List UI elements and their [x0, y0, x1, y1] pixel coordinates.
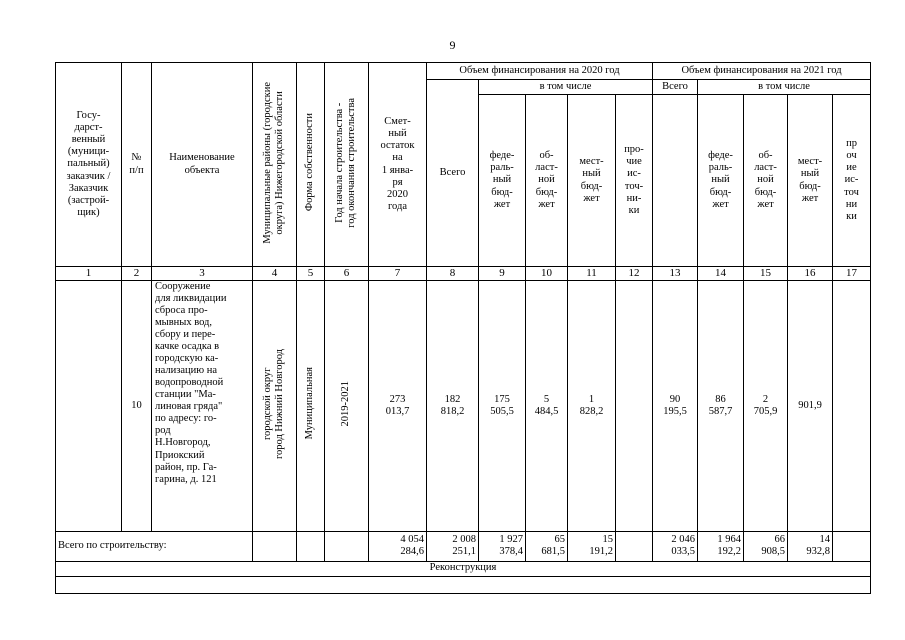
header-remaining: Смет- ный остаток на 1 янва- ря 2020 года	[369, 63, 427, 267]
column-number: 17	[833, 267, 871, 281]
header-number: № п/п	[122, 63, 152, 267]
totals-regional-2020: 65 681,5	[526, 531, 568, 561]
header-including-2020: в том числе	[479, 80, 653, 95]
totals-federal-2021: 1 964 192,2	[698, 531, 744, 561]
totals-empty	[833, 531, 871, 561]
page-number: 9	[449, 38, 456, 52]
column-number: 14	[698, 267, 744, 281]
totals-local-2021: 14 932,8	[788, 531, 833, 561]
totals-row	[56, 531, 871, 561]
cell-customer	[56, 280, 122, 531]
column-number: 6	[325, 267, 369, 281]
financing-table	[55, 62, 871, 594]
header-local-2021: мест- ный бюд- жет	[788, 95, 833, 267]
column-number: 11	[568, 267, 616, 281]
header-customer: Госу- дарст- венный (муници- пальный) заказчик / Заказчик (застрой- щик)	[56, 63, 122, 267]
header-local-2020: мест- ный бюд- жет	[568, 95, 616, 267]
header-districts: Муниципальные районы (городские округа) Нижегородской области	[262, 81, 286, 244]
section-title: Реконструкция	[56, 561, 871, 576]
column-number: 3	[152, 267, 253, 281]
totals-empty	[616, 531, 653, 561]
cell-number: 10	[122, 280, 152, 531]
table-row	[56, 280, 871, 531]
totals-empty	[253, 531, 297, 561]
cell-regional-2020: 5 484,5	[526, 280, 568, 531]
totals-total-2021: 2 046 033,5	[653, 531, 698, 561]
column-number: 16	[788, 267, 833, 281]
column-number: 15	[744, 267, 788, 281]
column-number: 9	[479, 267, 526, 281]
header-other-2021: пр оч ие ис- точ ни ки	[833, 95, 871, 267]
cell-local-2021: 901,9	[788, 280, 833, 531]
totals-regional-2021: 66 908,5	[744, 531, 788, 561]
totals-empty	[325, 531, 369, 561]
header-total-2021: Всего	[653, 80, 698, 95]
totals-local-2020: 15 191,2	[568, 531, 616, 561]
column-number: 2	[122, 267, 152, 281]
column-number: 13	[653, 267, 698, 281]
cell-object: Сооружение для ликвидации сброса про- мывных вод, сбору и пере- качке осадка в городскую ка- нализацию на водопроводной станции "Ма- линовая гряда" по адресу: го- род Н.Новгород, Приокский район, пр. Га- гарина, д. 121	[152, 280, 253, 531]
cell-federal-2020: 175 505,5	[479, 280, 526, 531]
header-total-2020: Всего	[427, 80, 479, 267]
cell-years: 2019-2021	[340, 380, 352, 427]
totals-total-2020: 2 008 251,1	[427, 531, 479, 561]
header-years-cell	[325, 63, 369, 267]
cell-local-2020: 1 828,2	[568, 280, 616, 531]
totals-remaining: 4 054 284,6	[369, 531, 427, 561]
header-regional-2020: об- ласт- ной бюд- жет	[526, 95, 568, 267]
cell-total-2021: 90 195,5	[653, 280, 698, 531]
header-federal-2021: феде- раль- ный бюд- жет	[698, 95, 744, 267]
totals-empty	[297, 531, 325, 561]
column-number: 10	[526, 267, 568, 281]
column-number: 12	[616, 267, 653, 281]
cell-total-2020: 182 818,2	[427, 280, 479, 531]
column-number: 8	[427, 267, 479, 281]
header-years: Год начала строительства - год окончания строительства	[334, 97, 358, 228]
cell-district-cell	[253, 280, 297, 531]
header-total-2021-empty	[653, 95, 698, 267]
header-other-2020: про- чие ис- точ- ни- ки	[616, 95, 653, 267]
cell-federal-2021: 86 587,7	[698, 280, 744, 531]
totals-label: Всего по строительству:	[56, 531, 253, 561]
header-federal-2020: феде- раль- ный бюд- жет	[479, 95, 526, 267]
cell-years-cell	[325, 280, 369, 531]
column-number: 1	[56, 267, 122, 281]
header-ownership-cell	[297, 63, 325, 267]
column-number: 7	[369, 267, 427, 281]
header-regional-2021: об- ласт- ной бюд- жет	[744, 95, 788, 267]
header-ownership: Форма собственности	[304, 113, 316, 212]
cell-district: городской округ город Нижний Новгород	[262, 348, 286, 459]
header-fin-2021: Объем финансирования на 2021 год	[653, 63, 871, 80]
header-object-name: Наименование объекта	[152, 63, 253, 267]
cell-other-2021	[833, 280, 871, 531]
column-number: 4	[253, 267, 297, 281]
totals-federal-2020: 1 927 378,4	[479, 531, 526, 561]
cell-other-2020	[616, 280, 653, 531]
header-fin-2020: Объем финансирования на 2020 год	[427, 63, 653, 80]
column-number: 5	[297, 267, 325, 281]
cell-remaining: 273 013,7	[369, 280, 427, 531]
cell-ownership: Муниципальная	[304, 367, 316, 440]
header-including-2021: в том числе	[698, 80, 871, 95]
cell-ownership-cell	[297, 280, 325, 531]
cell-regional-2021: 2 705,9	[744, 280, 788, 531]
header-districts-cell	[253, 63, 297, 267]
section-body	[56, 576, 871, 593]
